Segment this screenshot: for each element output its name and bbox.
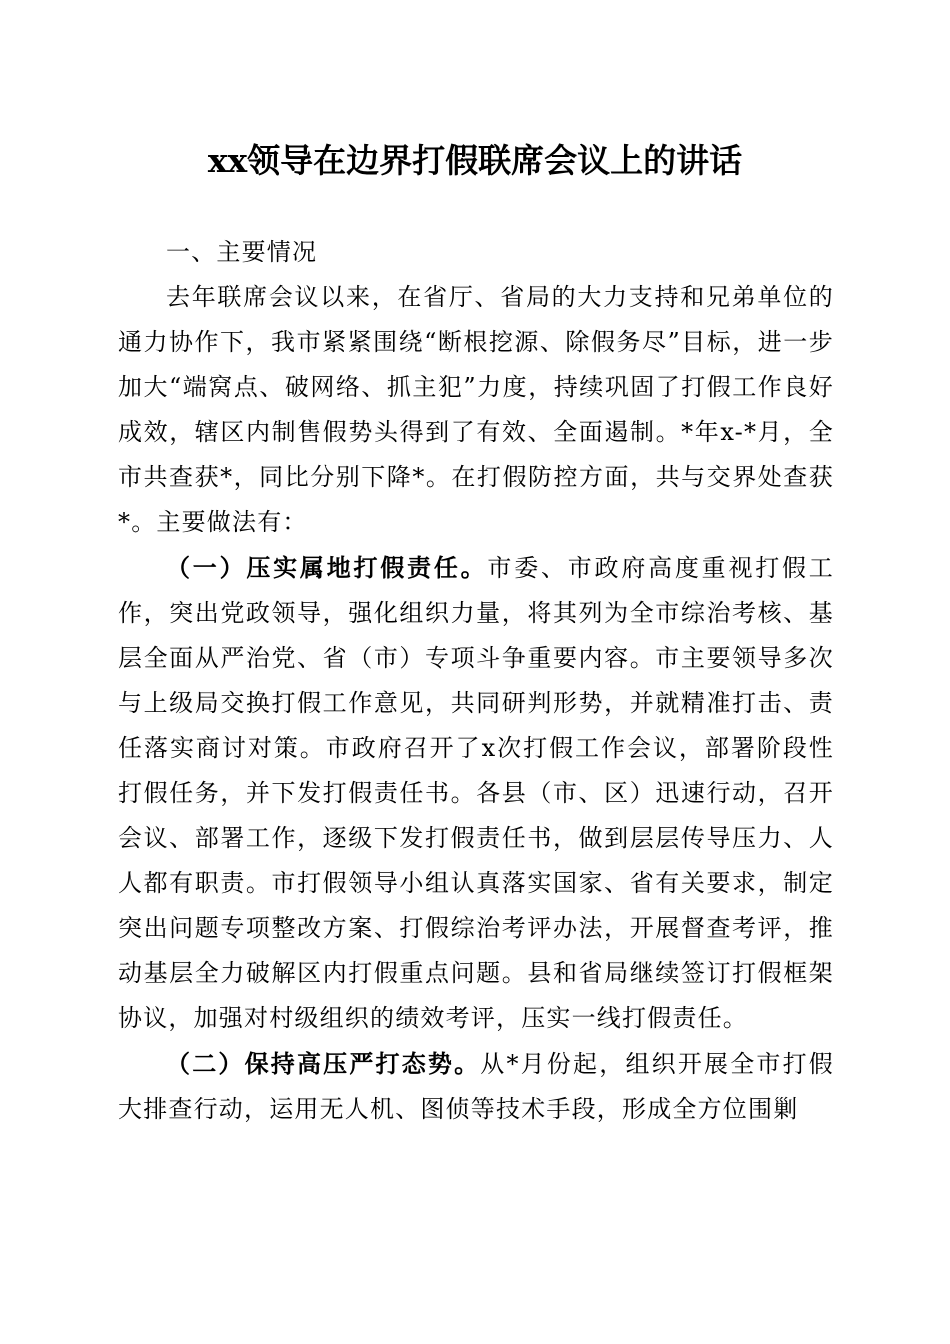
subsection-2-lead: （二）保持高压严打态势。 (166, 1049, 481, 1078)
section-heading-main-situation: 一、主要情况 (166, 238, 318, 266)
subsection-2-body: 从*月份起，组织开展全市打假大排查行动，运用无人机、图侦等技术手段，形成全方位围剿 (118, 1050, 834, 1123)
document-title: xx领导在边界打假联席会议上的讲话 (207, 141, 743, 180)
paragraph-subsection-1 (118, 545, 834, 1041)
document-body (118, 230, 834, 1132)
subsection-1-lead: （一）压实属地打假责任。 (166, 553, 488, 582)
subsection-1-body: 市委、市政府高度重视打假工作，突出党政领导，强化组织力量，将其列为全市综治考核、基层全面从严治党、省（市）专项斗争重要内容。市主要领导多次与上级局交换打假工作意见，共同研判形势，并就精准打击、责任落实商讨对策。市政府召开了x次打假工作会议，部署阶段性打假任务，并下发打假责任书。各县（市、区）迅速行动，召开会议、部署工作，逐级下发打假责任书，做到层层传导压力、人人都有职责。市打假领导小组认真落实国家、省有关要求，制定突出问题专项整改方案、打假综治考评办法，开展督查考评，推动基层全力破解区内打假重点问题。县和省局继续签订打假框架协议，加强对村级组织的绩效考评，压实一线打假责任。 (118, 554, 834, 1032)
paragraph-subsection-2 (118, 1041, 834, 1132)
paragraph-intro: 去年联席会议以来，在省厅、省局的大力支持和兄弟单位的通力协作下，我市紧紧围绕“断根挖源、除假务尽”目标，进一步加大“端窝点、破网络、抓主犯”力度，持续巩固了打假工作良好成效，辖区内制售假势头得到了有效、全面遏制。*年x-*月，全市共查获*，同比分别下降*。在打假防控方面，共与交界处查获*。主要做法有： (118, 283, 834, 536)
